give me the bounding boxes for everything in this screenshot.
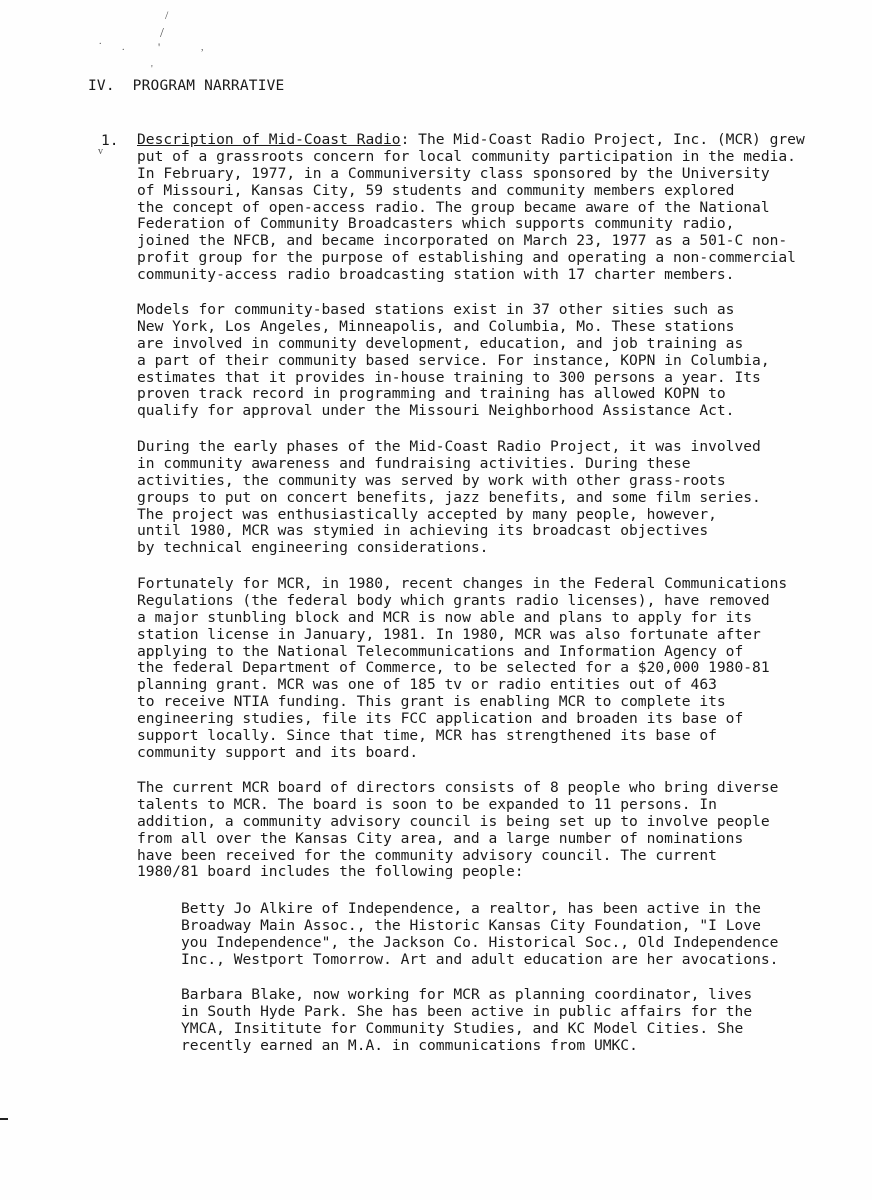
text-line: joined the NFCB, and became incorporated on March 23, 1977 as a 501-C non- (137, 232, 788, 250)
text-line: are involved in community development, education, and job training as (137, 334, 744, 352)
paragraph-board-member-blake (181, 987, 872, 1055)
item-number: 1. (101, 133, 119, 149)
text-line: community support and its board. (137, 743, 419, 761)
text-line: until 1980, MCR was stymied in achieving its broadcast objectives (137, 522, 709, 540)
text-line: qualify for approval under the Missouri Neighborhood Assistance Act. (137, 402, 735, 420)
text-line: in South Hyde Park. She has been active in public affairs for the (181, 1002, 753, 1020)
text-line: 1980/81 board includes the following people: (137, 863, 524, 881)
text-line: Barbara Blake, now working for MCR as planning coordinator, lives (181, 986, 753, 1003)
paragraph-fortunately (137, 576, 837, 762)
text-line: During the early phases of the Mid-Coast Radio Project, it was involved (137, 438, 761, 455)
text-line: activities, the community was served by work with other grass-roots (137, 471, 726, 489)
text-line: estimates that it provides in-house training to 300 persons a year. Its (137, 368, 761, 386)
text-line: you Independence", the Jackson Co. Historical Soc., Old Independence (181, 933, 779, 951)
paragraph-early-phases (137, 439, 837, 557)
text-line: engineering studies, file its FCC application and broaden its base of (137, 710, 744, 728)
text-line: proven track record in programming and training has allowed KOPN to (137, 385, 726, 403)
pen-mark-3: . (99, 36, 102, 47)
text-line: profit group for the purpose of establishing and operating a non-commercial (137, 249, 796, 267)
text-line: in community awareness and fundraising activities. During these (137, 454, 691, 472)
text-line: a major stunbling block and MCR is now able and plans to apply for its (137, 608, 753, 626)
text-line: support locally. Since that time, MCR has strengthened its base of (137, 727, 717, 745)
text-line: groups to put on concert benefits, jazz benefits, and some film series. (137, 488, 761, 506)
pen-mark-5: . (122, 42, 125, 53)
text-line: to receive NTIA funding. This grant is enabling MCR to complete its (137, 693, 726, 711)
pen-mark-8: v (98, 146, 103, 157)
text-line: Fortunately for MCR, in 1980, recent changes in the Federal Communications (137, 575, 788, 592)
text-line: New York, Los Angeles, Minneapolis, and Columbia, Mo. These stations (137, 317, 735, 335)
text-line: Inc., Westport Tomorrow. Art and adult education are her avocations. (181, 950, 779, 968)
section-title: PROGRAM NARRATIVE (132, 78, 285, 94)
section-numeral: IV. (88, 78, 115, 94)
pen-mark-2: / (160, 26, 164, 41)
pen-mark-1: / (165, 8, 169, 22)
text-line: The project was enthusiastically accepted by many people, however, (137, 505, 717, 523)
text-line: Broadway Main Assoc., the Historic Kansas City Foundation, "I Love (181, 916, 761, 934)
text-line: Regulations (the federal body which grants radio licenses), have removed (137, 591, 770, 609)
paragraph-board (137, 780, 837, 881)
text-line: recently earned an M.A. in communications from UMKC. (181, 1036, 638, 1054)
pen-mark-6: , (201, 42, 204, 53)
section-heading (88, 78, 284, 94)
text-line: community-access radio broadcasting station with 17 charter members. (137, 266, 735, 284)
text-line: put of a grassroots concern for local community participation in the media. (137, 147, 796, 165)
text-line: addition, a community advisory council is being set up to involve people (137, 812, 770, 830)
text-line: The current MCR board of directors consists of 8 people who bring diverse (137, 779, 779, 796)
paragraph-models (137, 302, 837, 420)
pen-mark-7: ' (151, 64, 153, 75)
underlined-lead: Description of Mid-Coast Radio (137, 131, 401, 148)
scan-edge-mark (0, 1118, 8, 1120)
text-line: the federal Department of Commerce, to be selected for a $20,000 1980-81 (137, 659, 770, 677)
text-line: the concept of open-access radio. The group became aware of the National (137, 198, 770, 216)
text-line: YMCA, Insititute for Community Studies, and KC Model Cities. She (181, 1019, 744, 1037)
text-line: talents to MCR. The board is soon to be expanded to 11 persons. In (137, 795, 717, 813)
text-line: Federation of Community Broadcasters which supports community radio, (137, 215, 735, 233)
text-line: a part of their community based service. For instance, KOPN in Columbia, (137, 351, 770, 369)
text-line: Description of Mid-Coast Radio: The Mid-Coast Radio Project, Inc. (MCR) grew (137, 131, 805, 148)
paragraph-description (137, 132, 837, 284)
text-line: of Missouri, Kansas City, 59 students and community members explored (137, 181, 735, 199)
pen-mark-4: ' (158, 40, 161, 54)
text-line: from all over the Kansas City area, and a large number of nominations (137, 829, 744, 847)
text-line: Betty Jo Alkire of Independence, a realtor, has been active in the (181, 900, 761, 917)
text-line: Models for community-based stations exist in 37 other sities such as (137, 301, 735, 318)
text-line: applying to the National Telecommunications and Information Agency of (137, 642, 744, 660)
text-line: planning grant. MCR was one of 185 tv or radio entities out of 463 (137, 676, 717, 694)
text-line: have been received for the community advisory council. The current (137, 846, 717, 864)
text-line: In February, 1977, in a Communiversity class sponsored by the University (137, 164, 770, 182)
paragraph-board-member-alkire (181, 901, 872, 969)
text-line: by technical engineering considerations. (137, 539, 489, 557)
text-line: station license in January, 1981. In 1980, MCR was also fortunate after (137, 625, 761, 643)
